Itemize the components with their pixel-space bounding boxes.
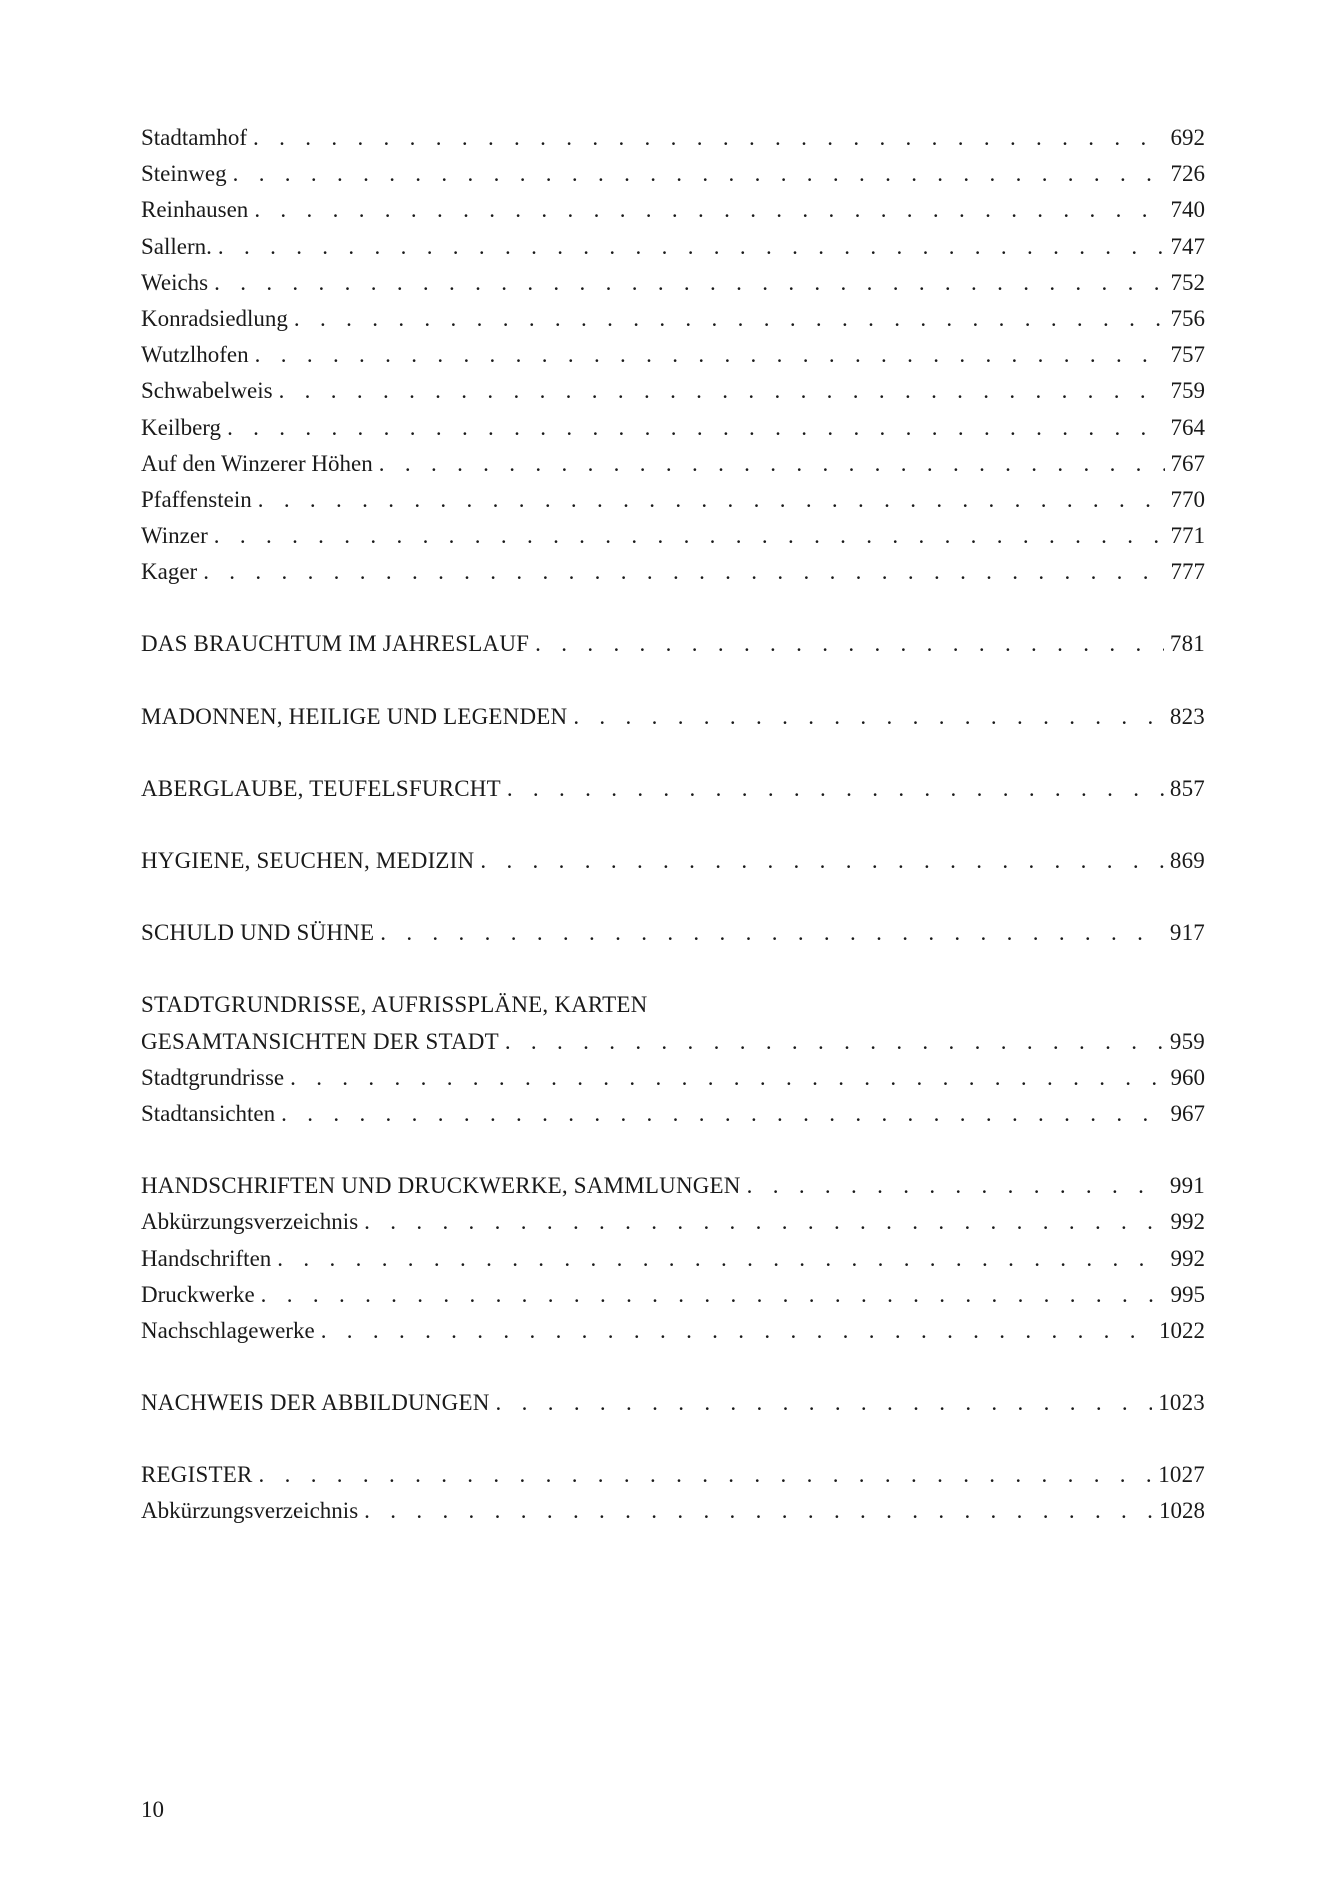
- toc-subentry[interactable]: [141, 337, 1205, 373]
- section-gap: [141, 663, 1205, 699]
- toc-entry-title: Weichs: [141, 269, 209, 295]
- page-number: 10: [141, 1797, 164, 1822]
- dot-leader: [380, 915, 1164, 951]
- toc-entry-page: 995: [1170, 1281, 1205, 1307]
- toc-section-entry[interactable]: [141, 699, 1205, 735]
- dot-leader: [227, 410, 1164, 446]
- dot-leader: [379, 446, 1165, 482]
- toc-entry-title: DAS BRAUCHTUM IM JAHRESLAUF: [141, 631, 530, 657]
- toc-subentry[interactable]: [141, 229, 1205, 265]
- dot-leader: [203, 554, 1164, 590]
- dot-leader: [364, 1493, 1153, 1529]
- toc-entry-title: Steinweg: [141, 161, 227, 187]
- dot-leader: [259, 1457, 1153, 1493]
- toc-entry-title: Stadtansichten: [141, 1100, 276, 1126]
- dot-leader: [364, 1204, 1164, 1240]
- toc-entry-title: Handschriften: [141, 1245, 272, 1271]
- toc-entry-page: 992: [1170, 1209, 1205, 1235]
- dot-leader: [253, 120, 1164, 156]
- dot-leader: [261, 1277, 1165, 1313]
- toc-entry-title: Auf den Winzerer Höhen: [141, 450, 373, 476]
- toc-section-entry[interactable]: [141, 1385, 1205, 1421]
- dot-leader: [214, 518, 1165, 554]
- dot-leader: [507, 771, 1164, 807]
- toc-section-entry[interactable]: [141, 626, 1205, 662]
- toc-subentry[interactable]: [141, 410, 1205, 446]
- toc-entry-title: Stadtgrundrisse: [141, 1064, 285, 1090]
- toc-entry-page: 777: [1170, 559, 1205, 585]
- toc-subentry[interactable]: [141, 301, 1205, 337]
- toc-entry-title: Kager: [141, 559, 198, 585]
- toc-entry-page: 764: [1170, 414, 1205, 440]
- section-gap: [141, 951, 1205, 987]
- dot-leader: [214, 265, 1164, 301]
- toc-section-entry[interactable]: [141, 771, 1205, 807]
- toc-entry-page: 767: [1170, 450, 1205, 476]
- toc-subentry[interactable]: [141, 1493, 1205, 1529]
- toc-entry-page: 756: [1170, 305, 1205, 331]
- toc-entry-page: 967: [1170, 1100, 1205, 1126]
- toc-subentry[interactable]: [141, 1060, 1205, 1096]
- toc-entry-page: 992: [1170, 1245, 1205, 1271]
- toc-subentry[interactable]: [141, 1096, 1205, 1132]
- toc-entry-page: 917: [1169, 920, 1205, 946]
- toc-entry-title: Schwabelweis: [141, 378, 273, 404]
- toc-subentry[interactable]: [141, 482, 1205, 518]
- dot-leader: [279, 373, 1165, 409]
- toc-entry-title: MADONNEN, HEILIGE UND LEGENDEN: [141, 703, 568, 729]
- toc-entry-page: 726: [1170, 161, 1205, 187]
- dot-leader: [747, 1168, 1164, 1204]
- toc-entry-page: 752: [1170, 269, 1205, 295]
- toc-entry-page: 740: [1170, 197, 1205, 223]
- toc-subentry[interactable]: [141, 554, 1205, 590]
- dot-leader: [573, 699, 1164, 735]
- dot-leader: [321, 1313, 1153, 1349]
- section-gap: [141, 735, 1205, 771]
- toc-entry-page: 869: [1169, 848, 1205, 873]
- toc-entry-title: Pfaffenstein: [141, 486, 252, 512]
- section-gap: [141, 879, 1205, 915]
- toc-entry-title: HANDSCHRIFTEN UND DRUCKWERKE, SAMMLUNGEN: [141, 1173, 741, 1199]
- toc-entry-page: 960: [1170, 1064, 1205, 1090]
- toc-entry-page: 781: [1169, 631, 1205, 657]
- toc-subentry[interactable]: [141, 192, 1205, 228]
- toc-entry-page: 771: [1170, 523, 1205, 549]
- toc-subentry[interactable]: [141, 1313, 1205, 1349]
- toc-subentry[interactable]: [141, 1241, 1205, 1277]
- section-gap: [141, 1349, 1205, 1385]
- toc-entry-title: ABERGLAUBE, TEUFELSFURCHT: [141, 775, 501, 801]
- toc-entry-title: NACHWEIS DER ABBILDUNGEN: [141, 1390, 490, 1416]
- table-of-contents: [141, 120, 1205, 1530]
- toc-subentry[interactable]: [141, 120, 1205, 156]
- toc-entry-title: Keilberg: [141, 414, 222, 440]
- dot-leader: [254, 192, 1164, 228]
- dot-leader: [277, 1241, 1164, 1277]
- toc-section-entry[interactable]: [141, 1168, 1205, 1204]
- toc-subentry[interactable]: [141, 373, 1205, 409]
- toc-entry-title: SCHULD UND SÜHNE: [141, 920, 375, 946]
- toc-subentry[interactable]: [141, 518, 1205, 554]
- dot-leader: [233, 156, 1165, 192]
- toc-entry-title: Abkürzungsverzeichnis: [141, 1209, 359, 1235]
- toc-section-entry[interactable]: [141, 843, 1205, 879]
- toc-entry-page: 959: [1169, 1028, 1205, 1054]
- toc-entry-page: 1023: [1158, 1390, 1205, 1416]
- toc-entry-title: Konradsiedlung: [141, 305, 288, 331]
- toc-entry-page: 747: [1170, 233, 1205, 259]
- dot-leader: [480, 843, 1164, 879]
- toc-entry-title: Reinhausen: [141, 197, 249, 223]
- toc-section-entry[interactable]: [141, 1024, 1205, 1060]
- section-gap: [141, 1132, 1205, 1168]
- toc-entry-page: 857: [1169, 775, 1205, 801]
- dot-leader: [218, 229, 1165, 265]
- toc-entry-page: 823: [1169, 703, 1205, 729]
- toc-subentry[interactable]: [141, 156, 1205, 192]
- toc-entry-page: 757: [1170, 342, 1205, 368]
- toc-entry-title: Stadtamhof: [141, 125, 248, 150]
- toc-entry-title: Druckwerke: [141, 1281, 255, 1307]
- toc-entry-page: 759: [1170, 378, 1205, 404]
- dot-leader: [535, 626, 1164, 662]
- dot-leader: [505, 1024, 1164, 1060]
- toc-entry-page: 770: [1170, 486, 1205, 512]
- toc-entry-title: HYGIENE, SEUCHEN, MEDIZIN: [141, 848, 475, 873]
- toc-entry-page: 692: [1170, 125, 1205, 150]
- toc-subentry[interactable]: [141, 265, 1205, 301]
- toc-entry-title: REGISTER: [141, 1462, 253, 1488]
- toc-entry-page: 1027: [1158, 1462, 1205, 1488]
- toc-section-entry[interactable]: [141, 987, 1205, 1023]
- toc-entry-title: Winzer: [141, 523, 208, 549]
- section-gap: [141, 807, 1205, 843]
- dot-leader: [294, 301, 1165, 337]
- toc-entry-title: Wutzlhofen: [141, 342, 249, 368]
- toc-entry-title: Nachschlagewerke: [141, 1317, 315, 1343]
- toc-entry-page: 1028: [1159, 1498, 1205, 1524]
- toc-subentry[interactable]: [141, 446, 1205, 482]
- toc-subentry[interactable]: [141, 1204, 1205, 1240]
- dot-leader: [496, 1385, 1153, 1421]
- toc-section-entry[interactable]: [141, 915, 1205, 951]
- toc-entry-title: Sallern.: [141, 233, 212, 259]
- toc-entry-page: 1022: [1159, 1317, 1205, 1343]
- toc-entry-title: Abkürzungsverzeichnis: [141, 1498, 359, 1524]
- dot-leader: [281, 1096, 1164, 1132]
- dot-leader: [290, 1060, 1164, 1096]
- section-gap: [141, 590, 1205, 626]
- toc-entry-title: GESAMTANSICHTEN DER STADT: [141, 1028, 499, 1054]
- toc-entry-page: 991: [1169, 1173, 1205, 1199]
- toc-entry-title: STADTGRUNDRISSE, AUFRISSPLÄNE, KARTEN: [141, 992, 648, 1018]
- section-gap: [141, 1421, 1205, 1457]
- toc-section-entry[interactable]: [141, 1457, 1205, 1493]
- dot-leader: [255, 337, 1165, 373]
- toc-subentry[interactable]: [141, 1277, 1205, 1313]
- dot-leader: [258, 482, 1165, 518]
